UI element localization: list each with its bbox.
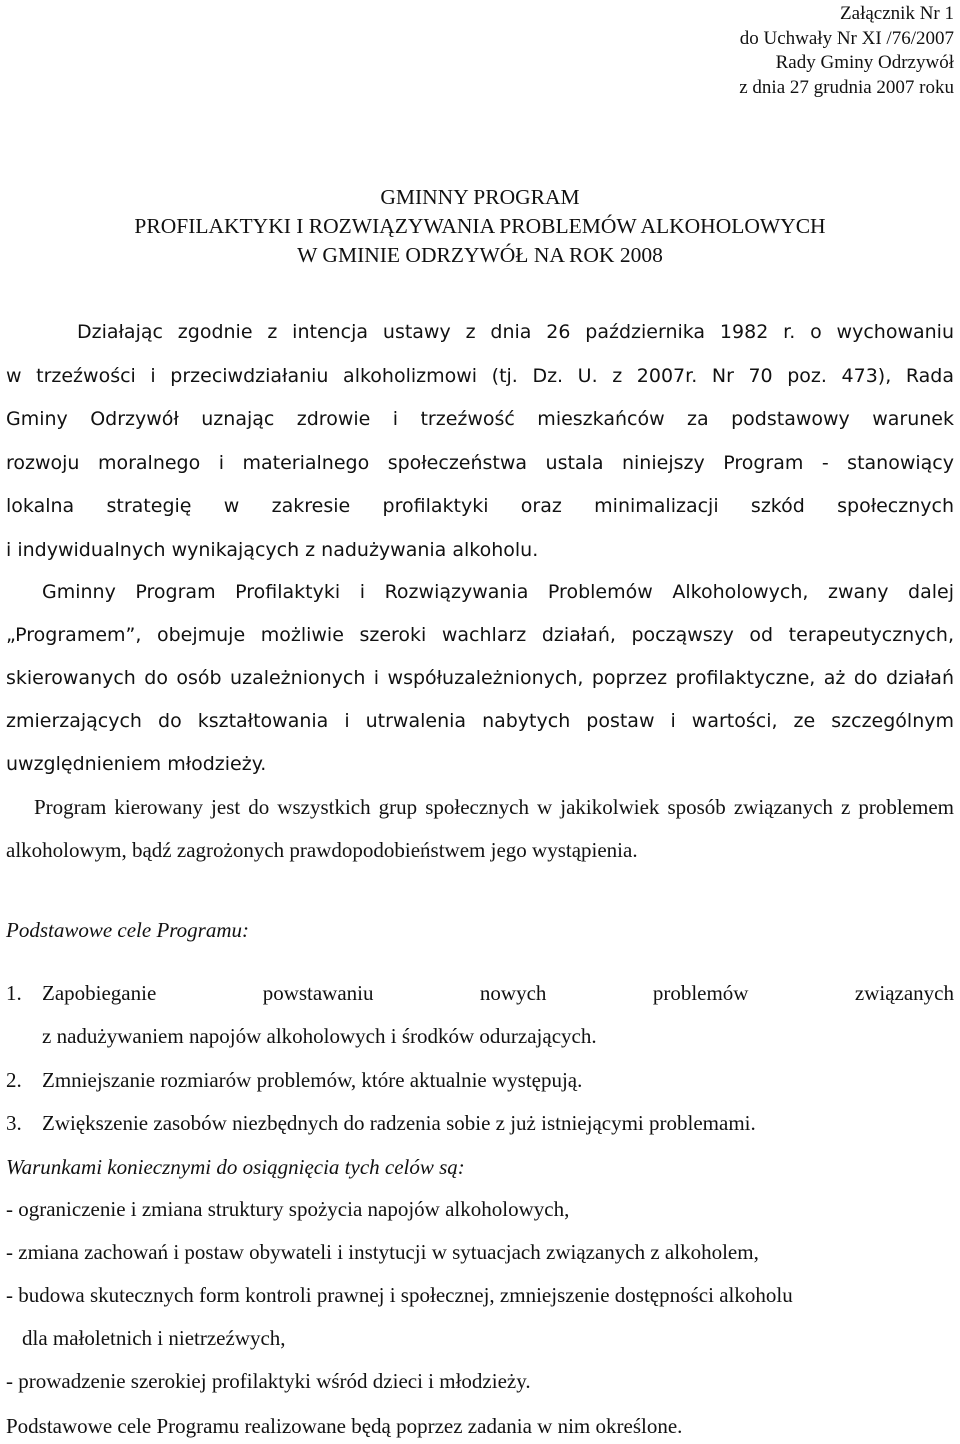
attachment-header	[534, 2, 954, 100]
resolution-date: z dnia 27 grudnia 2007 roku	[739, 76, 954, 98]
condition-item: - prowadzenie szerokiej profilaktyki wśród dzieci i młodzieży.	[6, 1369, 531, 1393]
goal-item	[6, 972, 954, 1058]
council-name: Rady Gminy Odrzywół	[775, 52, 954, 73]
intro-line-3: Gminy Odrzywół uznając zdrowie i trzeźwość mieszkańców za podstawowy warunek	[6, 408, 954, 430]
conditions-heading: Warunkami koniecznymi do osiągnięcia tych celów są:	[6, 1155, 465, 1179]
condition-item: - budowa skutecznych form kontroli prawnej i społecznej, zmniejszenie dostępności alkoholu	[6, 1283, 793, 1307]
intro-line-5: lokalna strategię w zakresie profilaktyki oraz minimalizacji szkód społecznych	[6, 495, 954, 517]
goal-text: Zwiększenie zasobów niezbędnych do radzenia sobie z już istniejącymi problemami.	[42, 1111, 756, 1135]
intro-paragraph	[6, 311, 954, 572]
goals-heading: Podstawowe cele Programu:	[6, 918, 250, 942]
closing-sentence: Podstawowe cele Programu realizowane będą poprzez zadania w nim określone.	[6, 1414, 683, 1438]
title-line-2: PROFILAKTYKI I ROZWIĄZYWANIA PROBLEMÓW ALKOHOLOWYCH	[134, 214, 826, 238]
program-definition-paragraph: Gminny Program Profilaktyki i Rozwiązywania Problemów Alkoholowych, zwany dalej „Programem”, obejmuje możliwie szeroki wachlarz działań, począwszy od terapeutycznych, skierowanych do osób uzależnionych i współuzależnionych, poprzez profilaktyczne, aż do działań zmierzających do kształtowania i utrwalenia nabytych postaw i wartości, ze szczególnym uwzględnieniem młodzieży.	[6, 581, 954, 775]
goal-text-line-2: z nadużywaniem napojów alkoholowych i środków odurzających.	[42, 1024, 597, 1048]
goal-number: 3.	[6, 1111, 22, 1135]
document-title	[0, 183, 960, 270]
goal-number: 1.	[6, 981, 22, 1005]
attachment-number: Załącznik Nr 1	[840, 3, 954, 24]
condition-item: - ograniczenie i zmiana struktury spożycia napojów alkoholowych,	[6, 1197, 570, 1221]
goal-text: Zmniejszanie rozmiarów problemów, które aktualnie występują.	[42, 1068, 583, 1092]
goal-item	[6, 1102, 954, 1145]
intro-line-4: rozwoju moralnego i materialnego społeczeństwa ustala niniejszy Program - stanowiący	[6, 451, 954, 474]
condition-item: - zmiana zachowań i postaw obywateli i instytucji w sytuacjach związanych z alkoholem,	[6, 1240, 759, 1264]
condition-item-continuation: dla małoletnich i nietrzeźwych,	[22, 1326, 286, 1350]
conditions-list	[6, 1188, 954, 1403]
goal-item	[6, 1059, 954, 1102]
program-target-paragraph: Program kierowany jest do wszystkich grup społecznych w jakikolwiek sposób związanych z problemem alkoholowym, bądź zagrożonych prawdopodobieństwem jego wystąpienia.	[6, 795, 954, 862]
intro-line-6: i indywidualnych wynikających z nadużywania alkoholu.	[6, 538, 539, 561]
title-line-1: GMINNY PROGRAM	[380, 185, 580, 209]
intro-line-2: w trzeźwości i przeciwdziałaniu alkoholizmowi (tj. Dz. U. z 2007r. Nr 70 poz. 473), Rada	[6, 364, 954, 387]
goal-text-line-1: Zapobieganie powstawaniu nowych problemów związanych	[42, 981, 954, 1005]
goal-number: 2.	[6, 1068, 22, 1092]
intro-line-1: Działając zgodnie z intencja ustawy z dnia 26 października 1982 r. o wychowaniu	[77, 321, 954, 343]
resolution-number: do Uchwały Nr XI /76/2007	[739, 27, 954, 49]
title-line-3: W GMINIE ODRZYWÓŁ NA ROK 2008	[297, 243, 663, 267]
